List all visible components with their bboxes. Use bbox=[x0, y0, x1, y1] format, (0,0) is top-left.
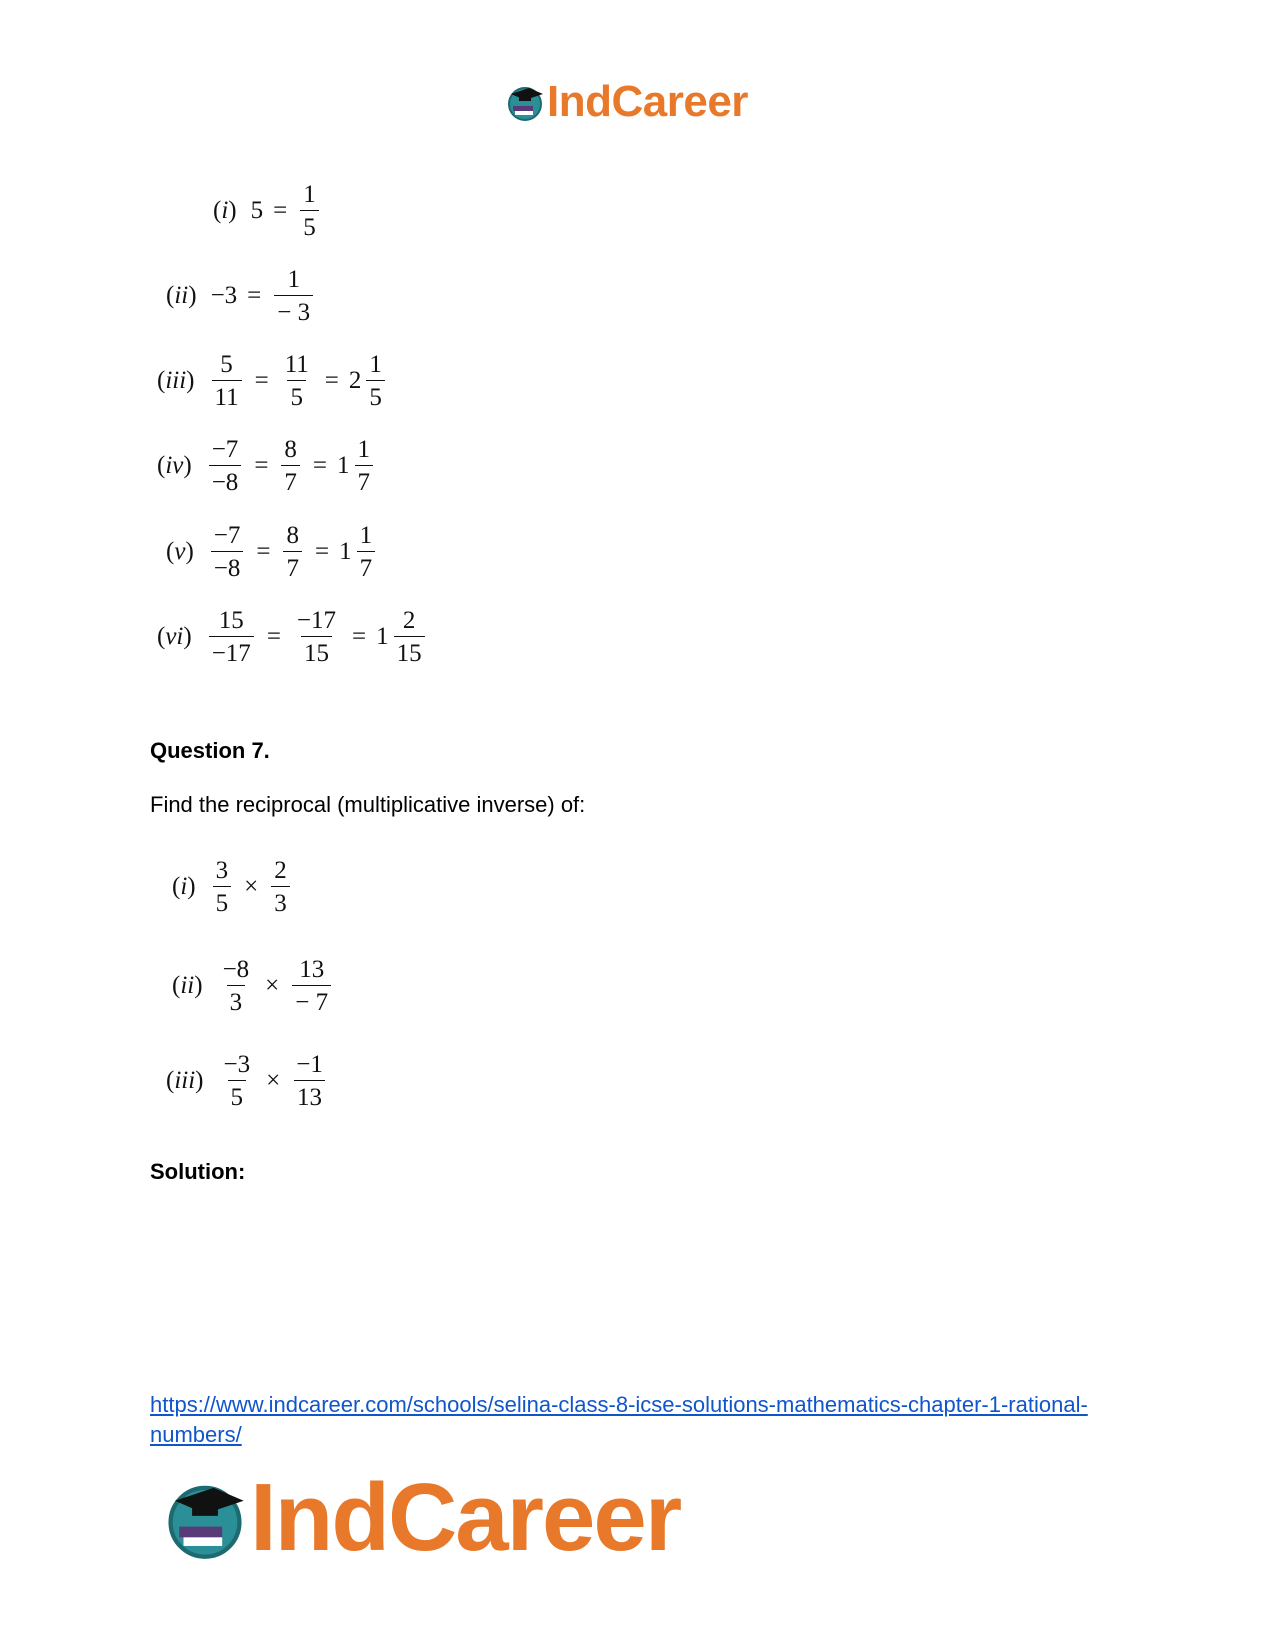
fraction: $\frac{-7}{-8}$ bbox=[206, 437, 245, 495]
fraction: $\frac{11}{5}$ bbox=[284, 351, 309, 411]
brand-wordmark: IndCareer bbox=[250, 1464, 681, 1571]
header-logo bbox=[505, 77, 748, 126]
fraction: $\frac{15}{-17}$ bbox=[206, 608, 257, 666]
answer-row-ii: (ii) −3 = $\frac{1}{- 3}$ bbox=[166, 267, 316, 325]
footer-logo bbox=[162, 1464, 681, 1571]
source-link[interactable]: https://www.indcareer.com/schools/selina-class-8-icse-solutions-mathematics-chapter-1-rational-numbers/ bbox=[150, 1392, 1088, 1447]
answer-row-iii: (iii) $\frac{5}{11}$ = $\frac{11}{5}$ = 2 $\frac{1}{5}$ bbox=[157, 352, 388, 410]
graduation-globe-icon bbox=[162, 1475, 248, 1561]
brand-wordmark: IndCareer bbox=[547, 77, 748, 126]
answer-row-i: (i) 5 = $\frac{1}{5}$ bbox=[213, 182, 322, 240]
question-prompt: Find the reciprocal (multiplicative inverse) of: bbox=[150, 792, 586, 817]
fraction: $\frac{5}{11}$ bbox=[209, 352, 245, 410]
question-item-ii: (ii) $\frac{-8}{3}$ × $\frac{13}{- 7}$ bbox=[172, 957, 334, 1015]
answer-row-iv: (iv) $\frac{-7}{-8}$ = $\frac{8}{7}$ = 1 $\frac{1}{7}$ bbox=[157, 437, 376, 495]
fraction: $\frac{1}{- 3}$ bbox=[271, 267, 316, 325]
fraction: $\frac{8}{7}$ bbox=[280, 523, 305, 581]
fraction: $\frac{1}{7}$ bbox=[352, 437, 377, 495]
answer-row-vi: (vi) $\frac{15}{-17}$ = $\frac{-17}{15}$ = 1 $\frac{2}{15}$ bbox=[157, 608, 428, 666]
fraction: $\frac{-7}{-8}$ bbox=[208, 523, 247, 581]
graduation-globe-icon bbox=[505, 82, 545, 122]
fraction: $\frac{-1}{13}$ bbox=[290, 1052, 329, 1110]
fraction: $\frac{1}{7}$ bbox=[354, 523, 379, 581]
fraction: $\frac{1}{5}$ bbox=[297, 182, 322, 240]
fraction: $\frac{-3}{5}$ bbox=[223, 1051, 251, 1111]
question-item-iii: (iii) $\frac{-3}{5}$ × $\frac{-1}{13}$ bbox=[166, 1052, 329, 1110]
question-item-i: (i) $\frac{3}{5}$ × $\frac{2}{3}$ bbox=[172, 858, 293, 916]
fraction: $\frac{8}{7}$ bbox=[278, 437, 303, 495]
fraction: $\frac{13}{- 7}$ bbox=[289, 957, 334, 1015]
solution-heading: Solution: bbox=[150, 1159, 246, 1184]
question-heading: Question 7. bbox=[150, 738, 270, 763]
fraction: $\frac{-17}{15}$ bbox=[296, 607, 337, 667]
fraction: $\frac{2}{3}$ bbox=[268, 858, 293, 916]
fraction: $\frac{1}{5}$ bbox=[363, 352, 388, 410]
answer-row-v: (v) $\frac{-7}{-8}$ = $\frac{8}{7}$ = 1 $\frac{1}{7}$ bbox=[166, 523, 378, 581]
fraction: $\frac{-8}{3}$ bbox=[222, 956, 250, 1016]
fraction: $\frac{3}{5}$ bbox=[210, 858, 235, 916]
fraction: $\frac{2}{15}$ bbox=[391, 608, 428, 666]
